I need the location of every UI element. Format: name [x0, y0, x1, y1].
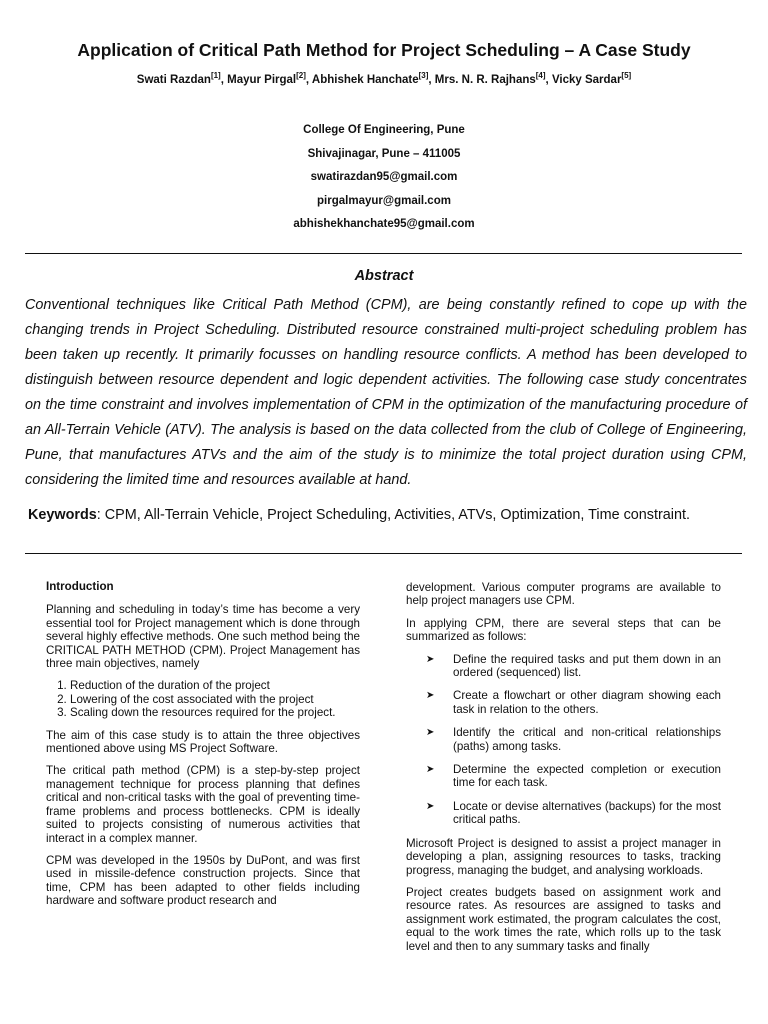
institution: College Of Engineering, Pune — [303, 124, 465, 136]
steps-list — [406, 653, 721, 827]
list-item: ➤ Identify the critical and non-critical relationships (paths) among tasks. — [426, 726, 721, 753]
email-link[interactable]: abhishekhanchate95@gmail.com — [293, 218, 475, 231]
keywords-text: : CPM, All-Terrain Vehicle, Project Scheduling, Activities, ATVs, Optimization, Time constraint. — [96, 507, 690, 523]
paragraph: The aim of this case study is to attain the three objectives mentioned above using MS Project Software. — [46, 728, 360, 756]
objectives-list — [46, 679, 360, 719]
paper-title: Application of Critical Path Method for Project Scheduling – A Case Study — [77, 40, 691, 60]
keywords-label: Keywords — [28, 507, 97, 523]
list-item: ➤ Define the required tasks and put them down in an ordered (sequenced) list. — [426, 652, 721, 680]
address: Shivajinagar, Pune – 411005 — [307, 147, 461, 160]
author-name: Mayur Pirgal — [227, 73, 297, 86]
left-column — [46, 580, 360, 917]
arrow-bullet-icon: ➤ — [426, 690, 435, 702]
paragraph: Planning and scheduling in today’s time has become a very essential tool for Project management which is done through several highly effective methods. One such method being the CRITICAL PATH METHOD (CPM). Project Management has three main objectives, namely — [46, 603, 360, 671]
list-item: 3. Scaling down the resources required for the project. — [70, 706, 360, 719]
paragraph: CPM was developed in the 1950s by DuPont, and was first used in missile-defence construction projects. Since that time, CPM has been adapted to other fields including hardware and software product research and — [46, 853, 360, 908]
author-ref: [4] — [535, 71, 546, 80]
right-column — [406, 581, 721, 962]
paragraph: In applying CPM, there are several steps that can be summarized as follows: — [406, 616, 721, 644]
paragraph: development. Various computer programs are available to help project managers use CPM. — [406, 581, 721, 608]
arrow-bullet-icon: ➤ — [426, 727, 435, 739]
paragraph: Project creates budgets based on assignment work and resource rates. As resources are assigned to tasks and assignment work estimated, the program calculates the cost, equal to the work times the rate, which rolls up to the task level and then to any summary tasks and finally — [406, 885, 721, 953]
divider-bottom — [25, 553, 742, 554]
abstract-text: Conventional techniques like Critical Path Method (CPM), are being constantly refined to cope up with the changing trends in Project Scheduling. Distributed resource constrained multi-project scheduling problem has been taken up recently. It primarily focusses on handling resource conflicts. A method has been developed to distinguish between resource dependent and logic dependent activities. The following case study concentrates on the time constraint and involves implementation of CPM in the optimization of the manufacturing procedure of an All-Terrain Vehicle (ATV). The analysis is based on the data collected from the club of College of Engineering, Pune, that manufactures ATVs and the aim of the study is to minimize the total project duration using CPM, considering the limited time and resources available at hand. — [25, 297, 747, 488]
list-item: 1. Reduction of the duration of the project — [70, 679, 360, 692]
list-item: ➤ Locate or devise alternatives (backups) for the most critical paths. — [426, 799, 721, 827]
email-link[interactable]: pirgalmayur@gmail.com — [317, 194, 451, 207]
author-ref: [1] — [210, 71, 221, 80]
author-name: Abhishek Hanchate — [311, 73, 419, 86]
author-ref: [3] — [418, 71, 429, 80]
author-ref: [5] — [621, 71, 632, 80]
email-link[interactable]: swatirazdan95@gmail.com — [310, 171, 458, 184]
author-name: Swati Razdan — [136, 73, 211, 86]
author-name: Mrs. N. R. Rajhans — [434, 73, 536, 86]
section-heading-introduction: Introduction — [46, 580, 114, 593]
author-ref: [2] — [296, 71, 306, 80]
list-item: ➤ Determine the expected completion or execution time for each task. — [426, 763, 721, 790]
arrow-bullet-icon: ➤ — [426, 653, 435, 665]
affiliation-block — [0, 122, 768, 240]
keywords — [28, 506, 728, 524]
list-item: 2. Lowering of the cost associated with the project — [70, 693, 360, 706]
arrow-bullet-icon: ➤ — [426, 764, 435, 776]
author-name: Vicky Sardar — [551, 73, 622, 86]
abstract-heading: Abstract — [354, 268, 414, 284]
author-list: Swati Razdan[1], Mayur Pirgal[2], Abhishek Hanchate[3], Mrs. N. R. Rajhans[4], Vicky Sardar[5] — [136, 71, 632, 86]
paragraph: The critical path method (CPM) is a step-by-step project management technique for process planning that defines critical and non-critical tasks with the goal of preventing time-frame problems and process bottlenecks. CPM is ideally suited to projects consisting of numerous activities that interact in a complex manner. — [46, 764, 360, 845]
list-item: ➤ Create a flowchart or other diagram showing each task in relation to the others. — [426, 689, 721, 716]
arrow-bullet-icon: ➤ — [426, 800, 435, 812]
divider-top — [25, 253, 742, 254]
paragraph: Microsoft Project is designed to assist a project manager in developing a plan, assigning resources to tasks, tracking progress, managing the budget, and analysing workloads. — [406, 836, 721, 877]
